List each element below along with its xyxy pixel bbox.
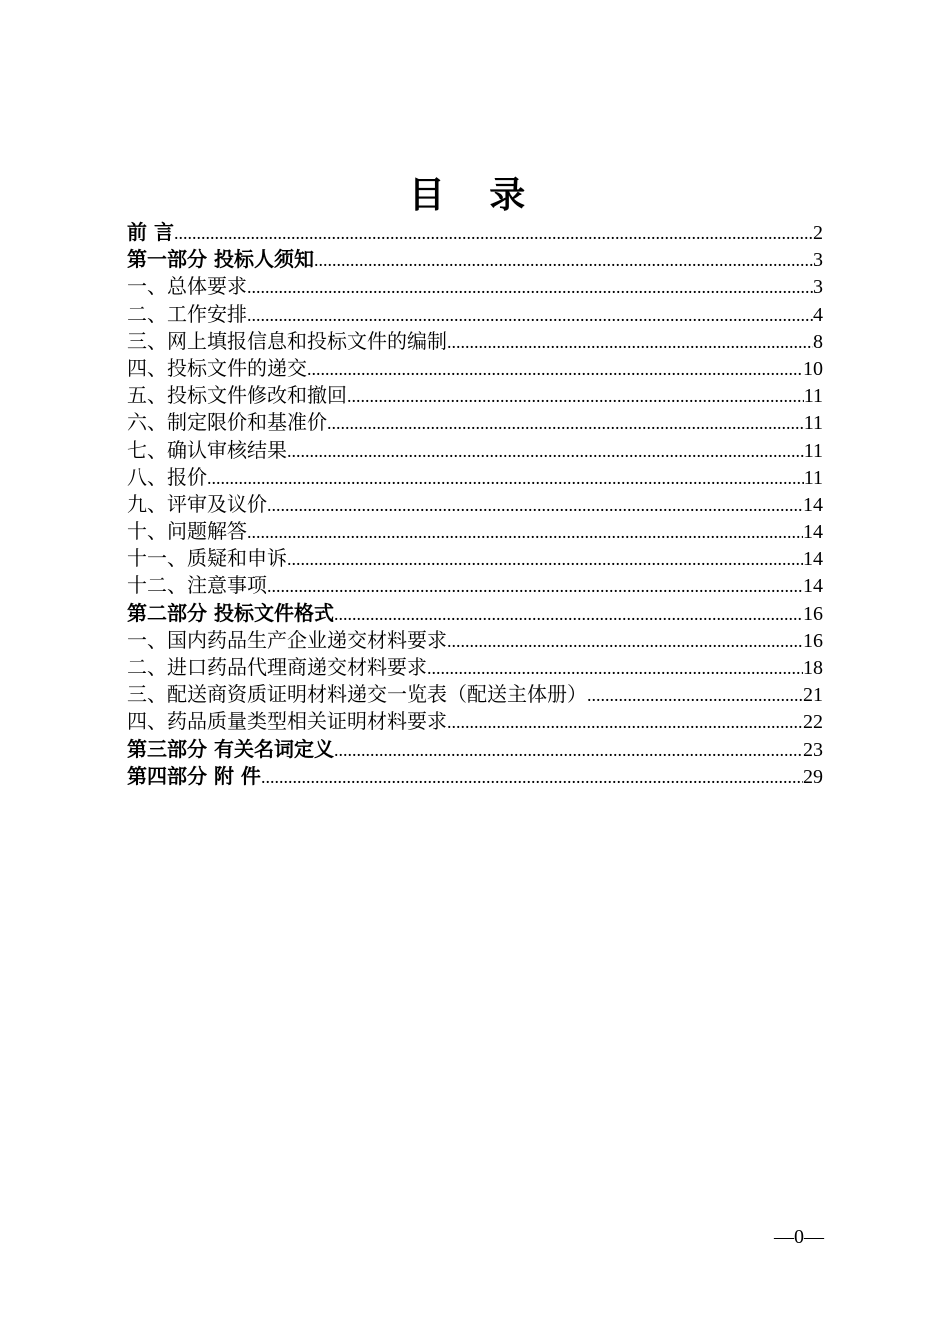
toc-entry-page: 23: [803, 738, 823, 761]
toc-entry[interactable]: [127, 328, 823, 355]
toc-entry-page: 11: [803, 439, 823, 462]
toc-entry-page: 3: [813, 249, 823, 272]
toc-leader-dots: [334, 737, 803, 764]
toc-entry-page: 14: [803, 521, 823, 544]
toc-entry-label: 五、投标文件修改和撤回: [127, 383, 347, 408]
toc-entry-page: 11: [803, 385, 823, 408]
toc-entry-label: 九、评审及议价: [127, 491, 267, 516]
page-title: 目 录: [408, 174, 542, 216]
toc-leader-dots: [447, 709, 803, 736]
toc-entry-page: 21: [803, 684, 823, 707]
toc-entry[interactable]: [127, 382, 823, 409]
toc-leader-dots: [447, 628, 803, 655]
toc-leader-dots: [261, 764, 803, 791]
toc-leader-dots: [247, 519, 803, 546]
toc-entry-page: 18: [803, 657, 823, 679]
toc-entry[interactable]: [127, 464, 823, 491]
toc-entry-label: 第二部分 投标文件格式: [127, 600, 334, 625]
toc-entry-label: 十二、注意事项: [127, 573, 267, 598]
toc-entry-page: 14: [803, 575, 823, 598]
toc-entry[interactable]: [127, 437, 823, 464]
toc-entry[interactable]: [127, 572, 823, 599]
toc-entry-page: 16: [803, 629, 823, 652]
toc-entry-label: 第三部分 有关名词定义: [127, 736, 334, 761]
toc-entry-label: 四、投标文件的递交: [127, 355, 307, 380]
toc-entry[interactable]: [127, 273, 823, 300]
toc-entry-label: 十一、质疑和申诉: [127, 546, 287, 571]
page-number: —0—: [774, 1226, 824, 1248]
toc-entry[interactable]: [127, 708, 823, 735]
toc-entry[interactable]: [127, 600, 823, 627]
toc-leader-dots: [174, 220, 813, 247]
toc-entry[interactable]: [127, 246, 823, 273]
toc-entry-page: 22: [803, 711, 823, 734]
toc-leader-dots: [247, 274, 813, 301]
toc-entry-page: 2: [813, 222, 823, 244]
toc-leader-dots: [307, 356, 803, 383]
toc-leader-dots: [334, 601, 803, 628]
toc-leader-dots: [287, 546, 803, 573]
toc-leader-dots: [314, 247, 813, 274]
toc-entry-page: 16: [803, 602, 823, 625]
toc-entry-label: 七、确认审核结果: [127, 437, 287, 462]
toc-entry[interactable]: [127, 545, 823, 572]
toc-entry-label: 前 言: [127, 220, 174, 244]
toc-entry-label: 四、药品质量类型相关证明材料要求: [127, 709, 447, 734]
toc-leader-dots: [287, 438, 804, 465]
toc-leader-dots: [347, 383, 804, 410]
toc-entry[interactable]: [127, 301, 823, 328]
table-of-contents: [127, 219, 823, 790]
toc-entry[interactable]: [127, 355, 823, 382]
toc-leader-dots: [427, 655, 803, 682]
toc-leader-dots: [327, 410, 804, 437]
toc-entry-label: 二、进口药品代理商递交材料要求: [127, 655, 427, 679]
toc-entry-page: 29: [803, 765, 823, 788]
toc-entry-label: 六、制定限价和基准价: [127, 410, 327, 435]
toc-entry-label: 一、总体要求: [127, 274, 247, 299]
toc-leader-dots: [587, 682, 803, 709]
toc-entry-label: 第四部分 附 件: [127, 763, 261, 788]
toc-entry[interactable]: [127, 736, 823, 763]
toc-leader-dots: [447, 329, 813, 356]
toc-entry[interactable]: [127, 491, 823, 518]
toc-entry-label: 第一部分 投标人须知: [127, 247, 314, 272]
toc-entry-page: 14: [803, 548, 823, 571]
toc-entry-label: 三、配送商资质证明材料递交一览表（配送主体册）: [127, 682, 587, 707]
toc-entry-page: 11: [803, 412, 823, 435]
toc-entry[interactable]: [127, 681, 823, 708]
toc-entry-label: 十、问题解答: [127, 519, 247, 544]
toc-entry-label: 三、网上填报信息和投标文件的编制: [127, 328, 447, 353]
toc-entry-page: 3: [813, 276, 823, 299]
toc-entry[interactable]: [127, 518, 823, 545]
toc-leader-dots: [267, 492, 803, 519]
toc-entry-page: 4: [813, 303, 823, 326]
toc-leader-dots: [247, 302, 813, 329]
toc-entry-page: 8: [813, 330, 823, 353]
toc-entry[interactable]: [127, 654, 823, 681]
toc-leader-dots: [207, 465, 804, 492]
toc-entry[interactable]: [127, 763, 823, 790]
toc-leader-dots: [267, 573, 803, 600]
toc-entry[interactable]: [127, 409, 823, 436]
toc-entry[interactable]: [127, 627, 823, 654]
toc-entry-page: 11: [803, 466, 823, 489]
toc-entry[interactable]: [127, 219, 823, 246]
toc-entry-label: 一、国内药品生产企业递交材料要求: [127, 627, 447, 652]
toc-entry-page: 10: [803, 357, 823, 380]
toc-entry-label: 八、报价: [127, 464, 207, 489]
toc-entry-page: 14: [803, 493, 823, 516]
toc-entry-label: 二、工作安排: [127, 301, 247, 326]
